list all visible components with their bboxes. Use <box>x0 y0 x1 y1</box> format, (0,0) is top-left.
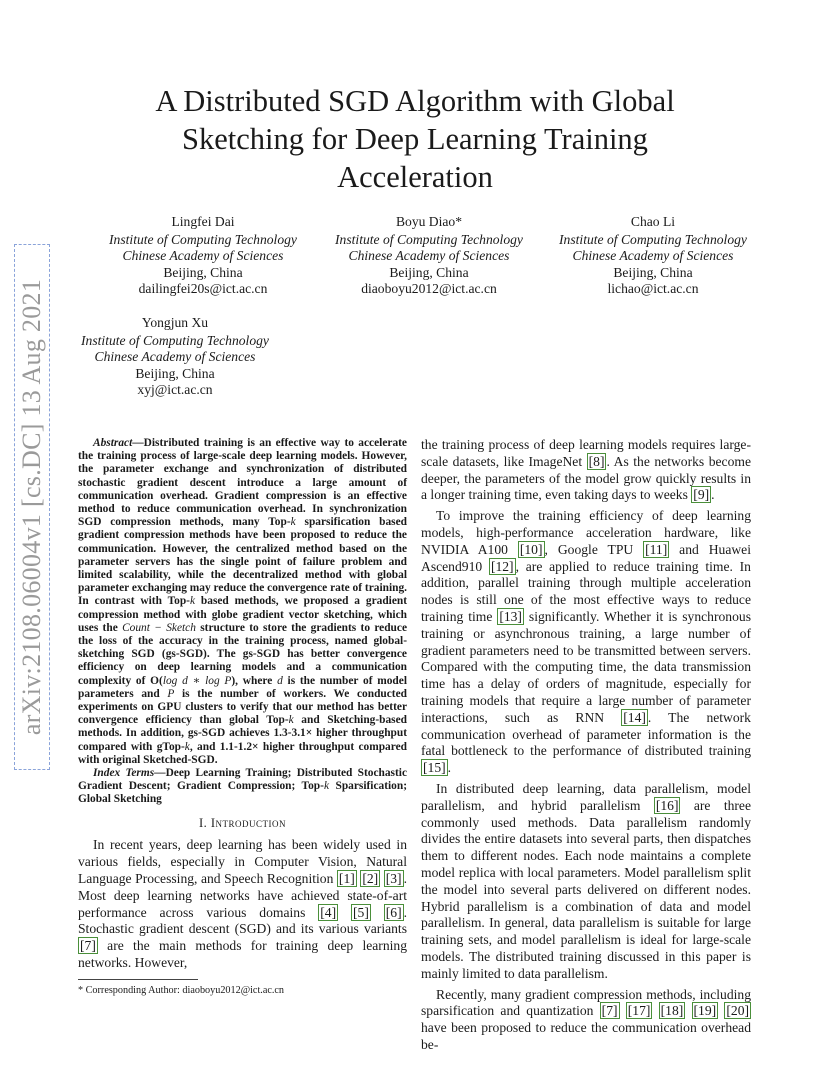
author-name: Lingfei Dai <box>171 214 235 229</box>
body-paragraph: Recently, many gradient compression methods, including sparsification and quantization [7] [17] [18] [19] [20] have been proposed to reduce the communication overhead be- <box>421 986 751 1052</box>
citation-link[interactable]: [7] <box>80 938 96 954</box>
abstract: Abstract—Distributed training is an effective way to accelerate the training process of large-scale deep learning models. However, the parameter exchange and synchronization of distributed stochastic gradient descent introduce a large amount of communication overhead. Gradient compression is an effective method to reduce communication overhead. In synchronization SGD compression methods, many Top-k sparsification based gradient compression methods have been proposed to reduce the communication. However, the centralized method based on the parameter servers has the single point of failure problem and limited scalability, while the decentralized method with global parameter exchanging may reduce the convergence rate of training. In contrast with Top-k based methods, we proposed a gradient compression method with globe gradient vector sketching, which uses the Count − Sketch structure to store the gradients to reduce the loss of the accuracy in the training process, named global-sketching SGD (gs-SGD). The gs-SGD has better convergence efficiency on deep learning models and a communication complexity of O(log d ∗ log P), where d is the number of model parameters and P is the number of workers. We conducted experiments on GPU clusters to verify that our method has better convergence efficiency than global Top-k and Sketching-based methods. In addition, gs-SGD achieves 1.3-3.1× higher throughput compared with gTop-k, and 1.1-1.2× higher throughput compared with original Sketched-SGD. <box>78 437 408 766</box>
author-affiliation: Chinese Academy of Sciences <box>572 248 734 264</box>
author-location: Beijing, China <box>613 264 693 280</box>
citation-link[interactable]: [5] <box>353 904 369 920</box>
citation-link[interactable]: [11] <box>645 541 668 557</box>
author-email: dailingfei20s@ict.ac.cn <box>138 281 268 297</box>
author-email: lichao@ict.ac.cn <box>607 281 699 297</box>
arxiv-identifier: arXiv:2108.06004v1 [cs.DC] 13 Aug 2021 <box>17 278 46 736</box>
author-name: Boyu Diao* <box>395 214 463 229</box>
author-affiliation: Institute of Computing Technology <box>335 231 523 247</box>
author-block-4 <box>62 315 288 399</box>
author-name: Yongjun Xu <box>141 315 209 330</box>
citation-link[interactable]: [3] <box>385 871 402 887</box>
author-block-1 <box>90 214 316 298</box>
author-affiliation: Institute of Computing Technology <box>109 231 297 247</box>
citation-link[interactable]: [14] <box>623 709 646 725</box>
citation-link[interactable]: [4] <box>320 904 337 920</box>
citation-link[interactable]: [16] <box>655 797 679 813</box>
citation-link[interactable]: [1] <box>338 871 355 887</box>
index-terms: Index Terms—Deep Learning Training; Distributed Stochastic Gradient Descent; Gradient Compression; Top-k Sparsification; Global Sketching <box>78 767 408 806</box>
citation-link[interactable]: [6] <box>385 904 402 920</box>
paper-title: A Distributed SGD Algorithm with Global Sketching for Deep Learning Training Acceleration <box>155 84 675 194</box>
author-email: diaoboyu2012@ict.ac.cn <box>361 281 497 297</box>
citation-link[interactable]: [17] <box>627 1003 651 1019</box>
author-location: Beijing, China <box>135 365 215 381</box>
section-heading: I. Introduction <box>198 815 287 830</box>
citation-link[interactable]: [19] <box>693 1003 717 1019</box>
complexity-math: log d ∗ log P <box>162 674 232 687</box>
citation-link[interactable]: [18] <box>660 1003 684 1019</box>
footnote: * Corresponding Author: diaoboyu2012@ict.ac.cn <box>78 985 285 996</box>
author-block-2 <box>316 214 542 298</box>
citation-link[interactable]: [10] <box>519 541 543 557</box>
footnote-rule <box>78 979 198 980</box>
intro-paragraph: In recent years, deep learning has been widely used in various fields, especially in Computer Vision, Natural Language Processing, and Speech Recognition [1] [2] [3] . Most deep learning networks have achieved state-of-art performance across various domains [4] [5] [6] . Stochastic gradient descent (SGD) and its various variants [7] are the main methods for training deep learning networks. However, <box>78 837 408 971</box>
arxiv-stamp <box>12 244 52 770</box>
author-name: Chao Li <box>630 214 676 229</box>
citation-link[interactable]: [20] <box>726 1003 750 1019</box>
index-terms-label: Index Terms <box>93 767 155 780</box>
body-paragraph: the training process of deep learning models requires large-scale datasets, like ImageNet [8] . As the networks become deeper, the parameters of the model grow quickly results in a longer training time, even taking days to weeks [9] . <box>421 437 751 503</box>
author-affiliation: Institute of Computing Technology <box>559 231 747 247</box>
author-affiliation: Chinese Academy of Sciences <box>122 248 284 264</box>
count-sketch-math: Count − Sketch <box>122 621 196 634</box>
citation-link[interactable]: [12] <box>490 558 514 574</box>
citation-link[interactable]: [8] <box>588 453 605 469</box>
citation-link[interactable]: [2] <box>362 871 379 887</box>
author-email: xyj@ict.ac.cn <box>137 382 213 398</box>
author-location: Beijing, China <box>163 264 243 280</box>
body-paragraph: In distributed deep learning, data parallelism, model parallelism, and hybrid parallelism [16] are three commonly used methods. Data parallelism randomly divides the entire datasets into several parts, then dispatches them to different nodes. Each node maintains a complete model replica with local parameters. Model parallelism split the model into several parts delivered on different nodes. Hybrid parallelism is a combination of data and model parallelism. In general, data parallelism is suitable for large training sets, and model parallelism is ideal for large-scale models. The distributed training discussed in this paper is mainly limited to data parallelism. <box>421 780 752 981</box>
citation-link[interactable]: [7] <box>601 1003 618 1019</box>
citation-link[interactable]: [15] <box>423 760 446 776</box>
citation-link[interactable]: [13] <box>499 608 522 624</box>
author-affiliation: Chinese Academy of Sciences <box>348 248 510 264</box>
abstract-label: Abstract <box>93 437 133 449</box>
author-block-3 <box>540 214 766 298</box>
body-paragraph: To improve the training efficiency of deep learning models, high-performance acceleration hardware, like NVIDIA A100 [10] , Google TPU [11] and Huawei Ascend910 [12] , are applied to reduce training time. In addition, parallel training through multiple acceleration nodes is still one of the most effective ways to reduce training time [13] significantly. Whether it is synchronous training or asynchronous training, a large number of gradient parameters need to be transmitted between servers. Compared with the computing time, the data transmission time has a delay of orders of magnitude, especially for training models that require a large number of parameter interactions, such as RNN [14] . The network communication overhead of parameter information is the fatal bottleneck to the performance of distributed training [15] . <box>421 508 751 776</box>
left-column <box>78 437 407 972</box>
author-location: Beijing, China <box>389 264 469 280</box>
citation-link[interactable]: [9] <box>693 487 710 503</box>
right-column <box>421 437 751 1054</box>
author-affiliation: Chinese Academy of Sciences <box>94 349 256 365</box>
author-affiliation: Institute of Computing Technology <box>81 332 269 348</box>
